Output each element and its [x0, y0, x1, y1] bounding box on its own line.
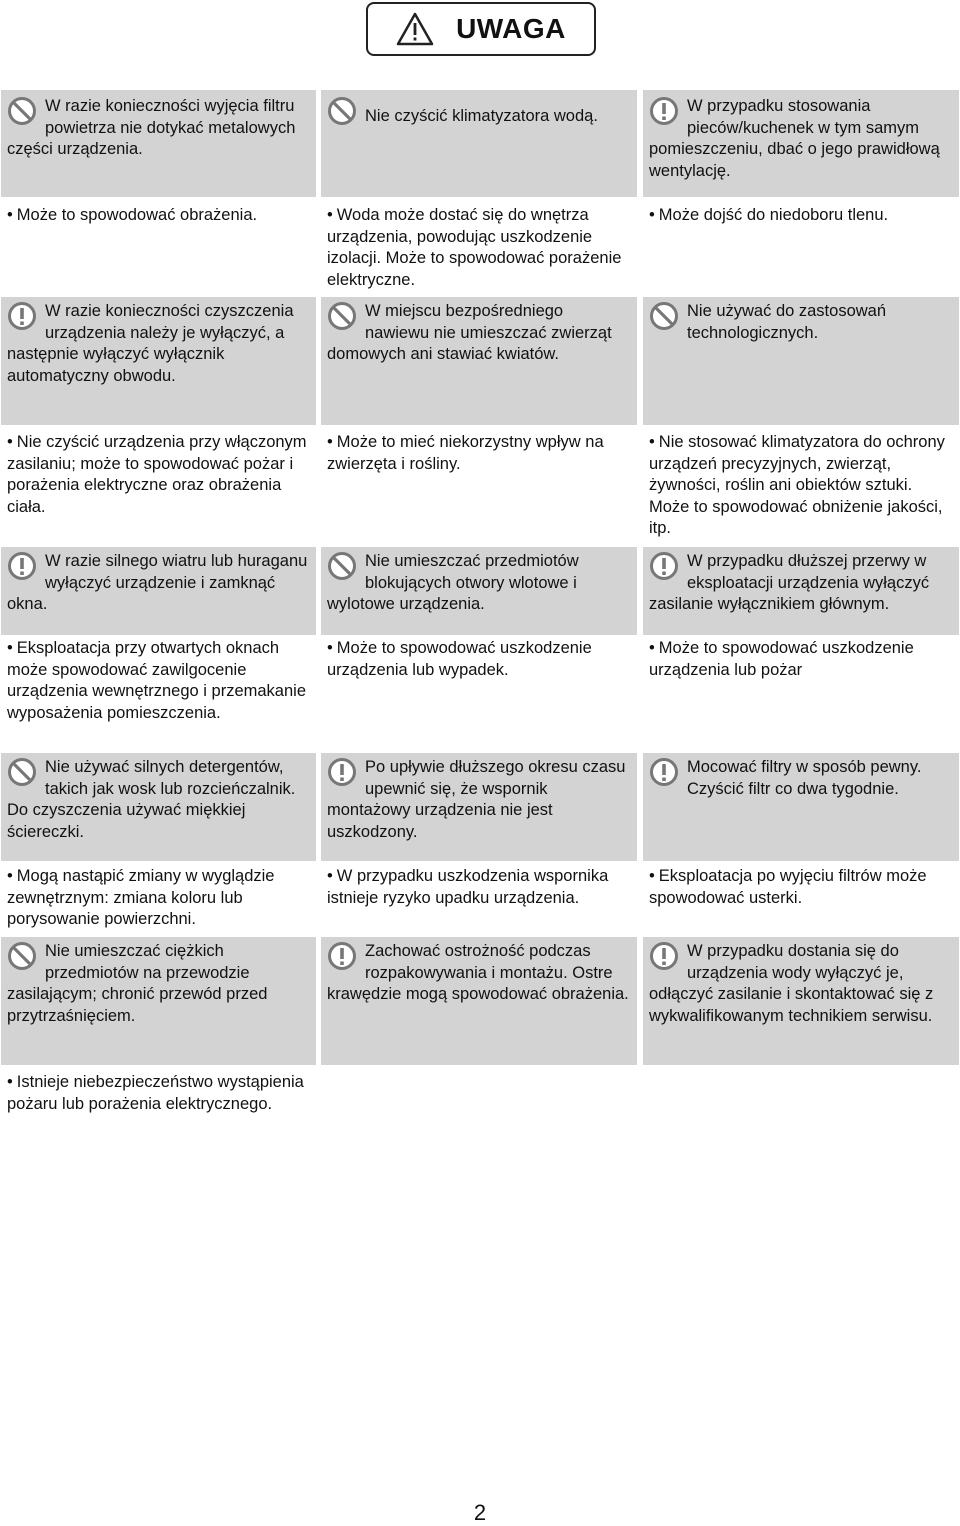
caution-text: W miejscu bezpośredniego nawiewu nie umieszczać zwierząt domowych ani stawiać kwiatów.	[327, 302, 612, 363]
caution-box	[643, 297, 959, 425]
warning-title: UWAGA	[456, 13, 566, 44]
prohibition-icon	[327, 96, 357, 126]
caution-box	[321, 547, 637, 635]
caution-box	[643, 753, 959, 861]
page-number: 2	[473, 1500, 487, 1525]
prohibition-icon	[327, 551, 357, 581]
consequence-text: Nie stosować klimatyzatora do ochrony urządzeń precyzyjnych, zwierząt, żywności, roślin ani obiektów sztuki. Może to spowodować obniżenie jakości, itp.	[649, 433, 945, 537]
caution-box	[1, 937, 316, 1065]
consequence-note: • Istnieje niebezpieczeństwo wystąpienia pożaru lub porażenia elektrycznego.	[7, 1073, 304, 1113]
consequence-text: Istnieje niebezpieczeństwo wystąpienia pożaru lub porażenia elektrycznego.	[7, 1073, 304, 1113]
exclamation-icon	[649, 757, 679, 787]
exclamation-icon	[649, 941, 679, 971]
consequence-note: • Eksploatacja po wyjęciu filtrów może spowodować usterki.	[649, 867, 927, 907]
consequence-note: • Nie czyścić urządzenia przy włączonym zasilaniu; może to spowodować pożar i porażenia elektryczne oraz obrażenia ciała.	[7, 433, 307, 516]
warning-triangle-icon	[396, 12, 434, 46]
caution-box	[643, 90, 959, 197]
caution-text: Nie umieszczać przedmiotów blokujących otwory wlotowe i wylotowe urządzenia.	[327, 552, 579, 613]
consequence-note: • Nie stosować klimatyzatora do ochrony urządzeń precyzyjnych, zwierząt, żywności, roślin ani obiektów sztuki. Może to spowodować obniżenie jakości, itp.	[649, 433, 945, 537]
consequence-note: • Woda może dostać się do wnętrza urządzenia, powodując uszkodzenie izolacji. Może to spowodować porażenie elektryczne.	[327, 206, 622, 289]
exclamation-icon	[327, 941, 357, 971]
caution-text: W przypadku stosowania pieców/kuchenek w tym samym pomieszczeniu, dbać o jego prawidłową wentylację.	[649, 97, 940, 180]
prohibition-icon	[7, 941, 37, 971]
caution-box	[1, 90, 316, 197]
caution-text: W przypadku dłuższej przerwy w eksploatacji urządzenia wyłączyć zasilanie wyłącznikiem głównym.	[649, 552, 930, 613]
consequence-text: Mogą nastąpić zmiany w wyglądzie zewnętrznym: zmiana koloru lub porysowanie powierzchni.	[7, 867, 275, 928]
caution-text: Nie używać do zastosowań technologicznych.	[687, 302, 887, 342]
prohibition-icon	[649, 301, 679, 331]
caution-text: W przypadku dostania się do urządzenia wody wyłączyć je, odłączyć zasilanie i skontaktować się z wykwalifikowanym technikiem serwisu.	[649, 942, 934, 1025]
consequence-note: • W przypadku uszkodzenia wspornika istnieje ryzyko upadku urządzenia.	[327, 867, 609, 907]
prohibition-icon	[7, 96, 37, 126]
consequence-text: Może dojść do niedoboru tlenu.	[658, 206, 889, 224]
caution-box	[321, 937, 637, 1065]
caution-text: Zachować ostrożność podczas rozpakowywania i montażu. Ostre krawędzie mogą spowodować obrażenia.	[327, 942, 629, 1003]
exclamation-icon	[7, 551, 37, 581]
consequence-text: Eksploatacja przy otwartych oknach może spowodować zawilgocenie urządzenia wewnętrznego i przemakanie wyposażenia pomieszczenia.	[7, 639, 306, 722]
consequence-note: • Może dojść do niedoboru tlenu.	[649, 206, 889, 224]
consequence-text: Eksploatacja po wyjęciu filtrów może spowodować usterki.	[649, 867, 927, 907]
caution-text: Po upływie dłuższego okresu czasu upewnić się, że wspornik montażowy urządzenia nie jest uszkodzony.	[327, 758, 626, 841]
prohibition-icon	[327, 301, 357, 331]
caution-box	[1, 547, 316, 635]
caution-box	[643, 937, 959, 1065]
caution-text: Mocować filtry w sposób pewny. Czyścić filtr co dwa tygodnie.	[687, 758, 922, 798]
exclamation-icon	[649, 551, 679, 581]
caution-box	[1, 297, 316, 425]
consequence-text: Woda może dostać się do wnętrza urządzenia, powodując uszkodzenie izolacji. Może to spowodować porażenie elektryczne.	[327, 206, 622, 289]
caution-text: Nie używać silnych detergentów, takich jak wosk lub rozcieńczalnik. Do czyszczenia używać miękkiej ściereczki.	[7, 758, 296, 841]
prohibition-icon	[7, 757, 37, 787]
caution-text: W razie konieczności wyjęcia filtru powietrza nie dotykać metalowych części urządzenia.	[7, 97, 296, 158]
caution-box	[321, 90, 637, 197]
consequence-text: Nie czyścić urządzenia przy włączonym zasilaniu; może to spowodować pożar i porażenia elektryczne oraz obrażenia ciała.	[7, 433, 307, 516]
exclamation-icon	[7, 301, 37, 331]
caution-box	[321, 753, 637, 861]
consequence-note: • Może to spowodować uszkodzenie urządzenia lub pożar	[649, 639, 914, 679]
consequence-text: Może to spowodować obrażenia.	[16, 206, 258, 224]
caution-text: Nie umieszczać ciężkich przedmiotów na przewodzie zasilającym; chronić przewód przed przytrzaśnięciem.	[7, 942, 268, 1025]
caution-text: W razie konieczności czyszczenia urządzenia należy je wyłączyć, a następnie wyłączyć wyłącznik automatyczny obwodu.	[7, 302, 294, 385]
caution-box	[643, 547, 959, 635]
warning-header	[366, 2, 596, 56]
caution-text: Nie czyścić klimatyzatora wodą.	[365, 107, 598, 125]
exclamation-icon	[327, 757, 357, 787]
consequence-note: • Mogą nastąpić zmiany w wyglądzie zewnętrznym: zmiana koloru lub porysowanie powierzchni.	[7, 867, 275, 928]
caution-box	[1, 753, 316, 861]
consequence-text: Może to spowodować uszkodzenie urządzenia lub wypadek.	[327, 639, 592, 679]
caution-text: W razie silnego wiatru lub huraganu wyłączyć urządzenie i zamknąć okna.	[7, 552, 308, 613]
consequence-text: Może to spowodować uszkodzenie urządzenia lub pożar	[649, 639, 914, 679]
consequence-text: Może to mieć niekorzystny wpływ na zwierzęta i rośliny.	[327, 433, 604, 473]
exclamation-icon	[649, 96, 679, 126]
consequence-note: • Eksploatacja przy otwartych oknach może spowodować zawilgocenie urządzenia wewnętrznego i przemakanie wyposażenia pomieszczenia.	[7, 639, 306, 722]
consequence-note: • Może to spowodować uszkodzenie urządzenia lub wypadek.	[327, 639, 592, 679]
caution-box	[321, 297, 637, 425]
consequence-note: • Może to spowodować obrażenia.	[7, 206, 258, 224]
consequence-note: • Może to mieć niekorzystny wpływ na zwierzęta i rośliny.	[327, 433, 604, 473]
consequence-text: W przypadku uszkodzenia wspornika istnieje ryzyko upadku urządzenia.	[327, 867, 609, 907]
